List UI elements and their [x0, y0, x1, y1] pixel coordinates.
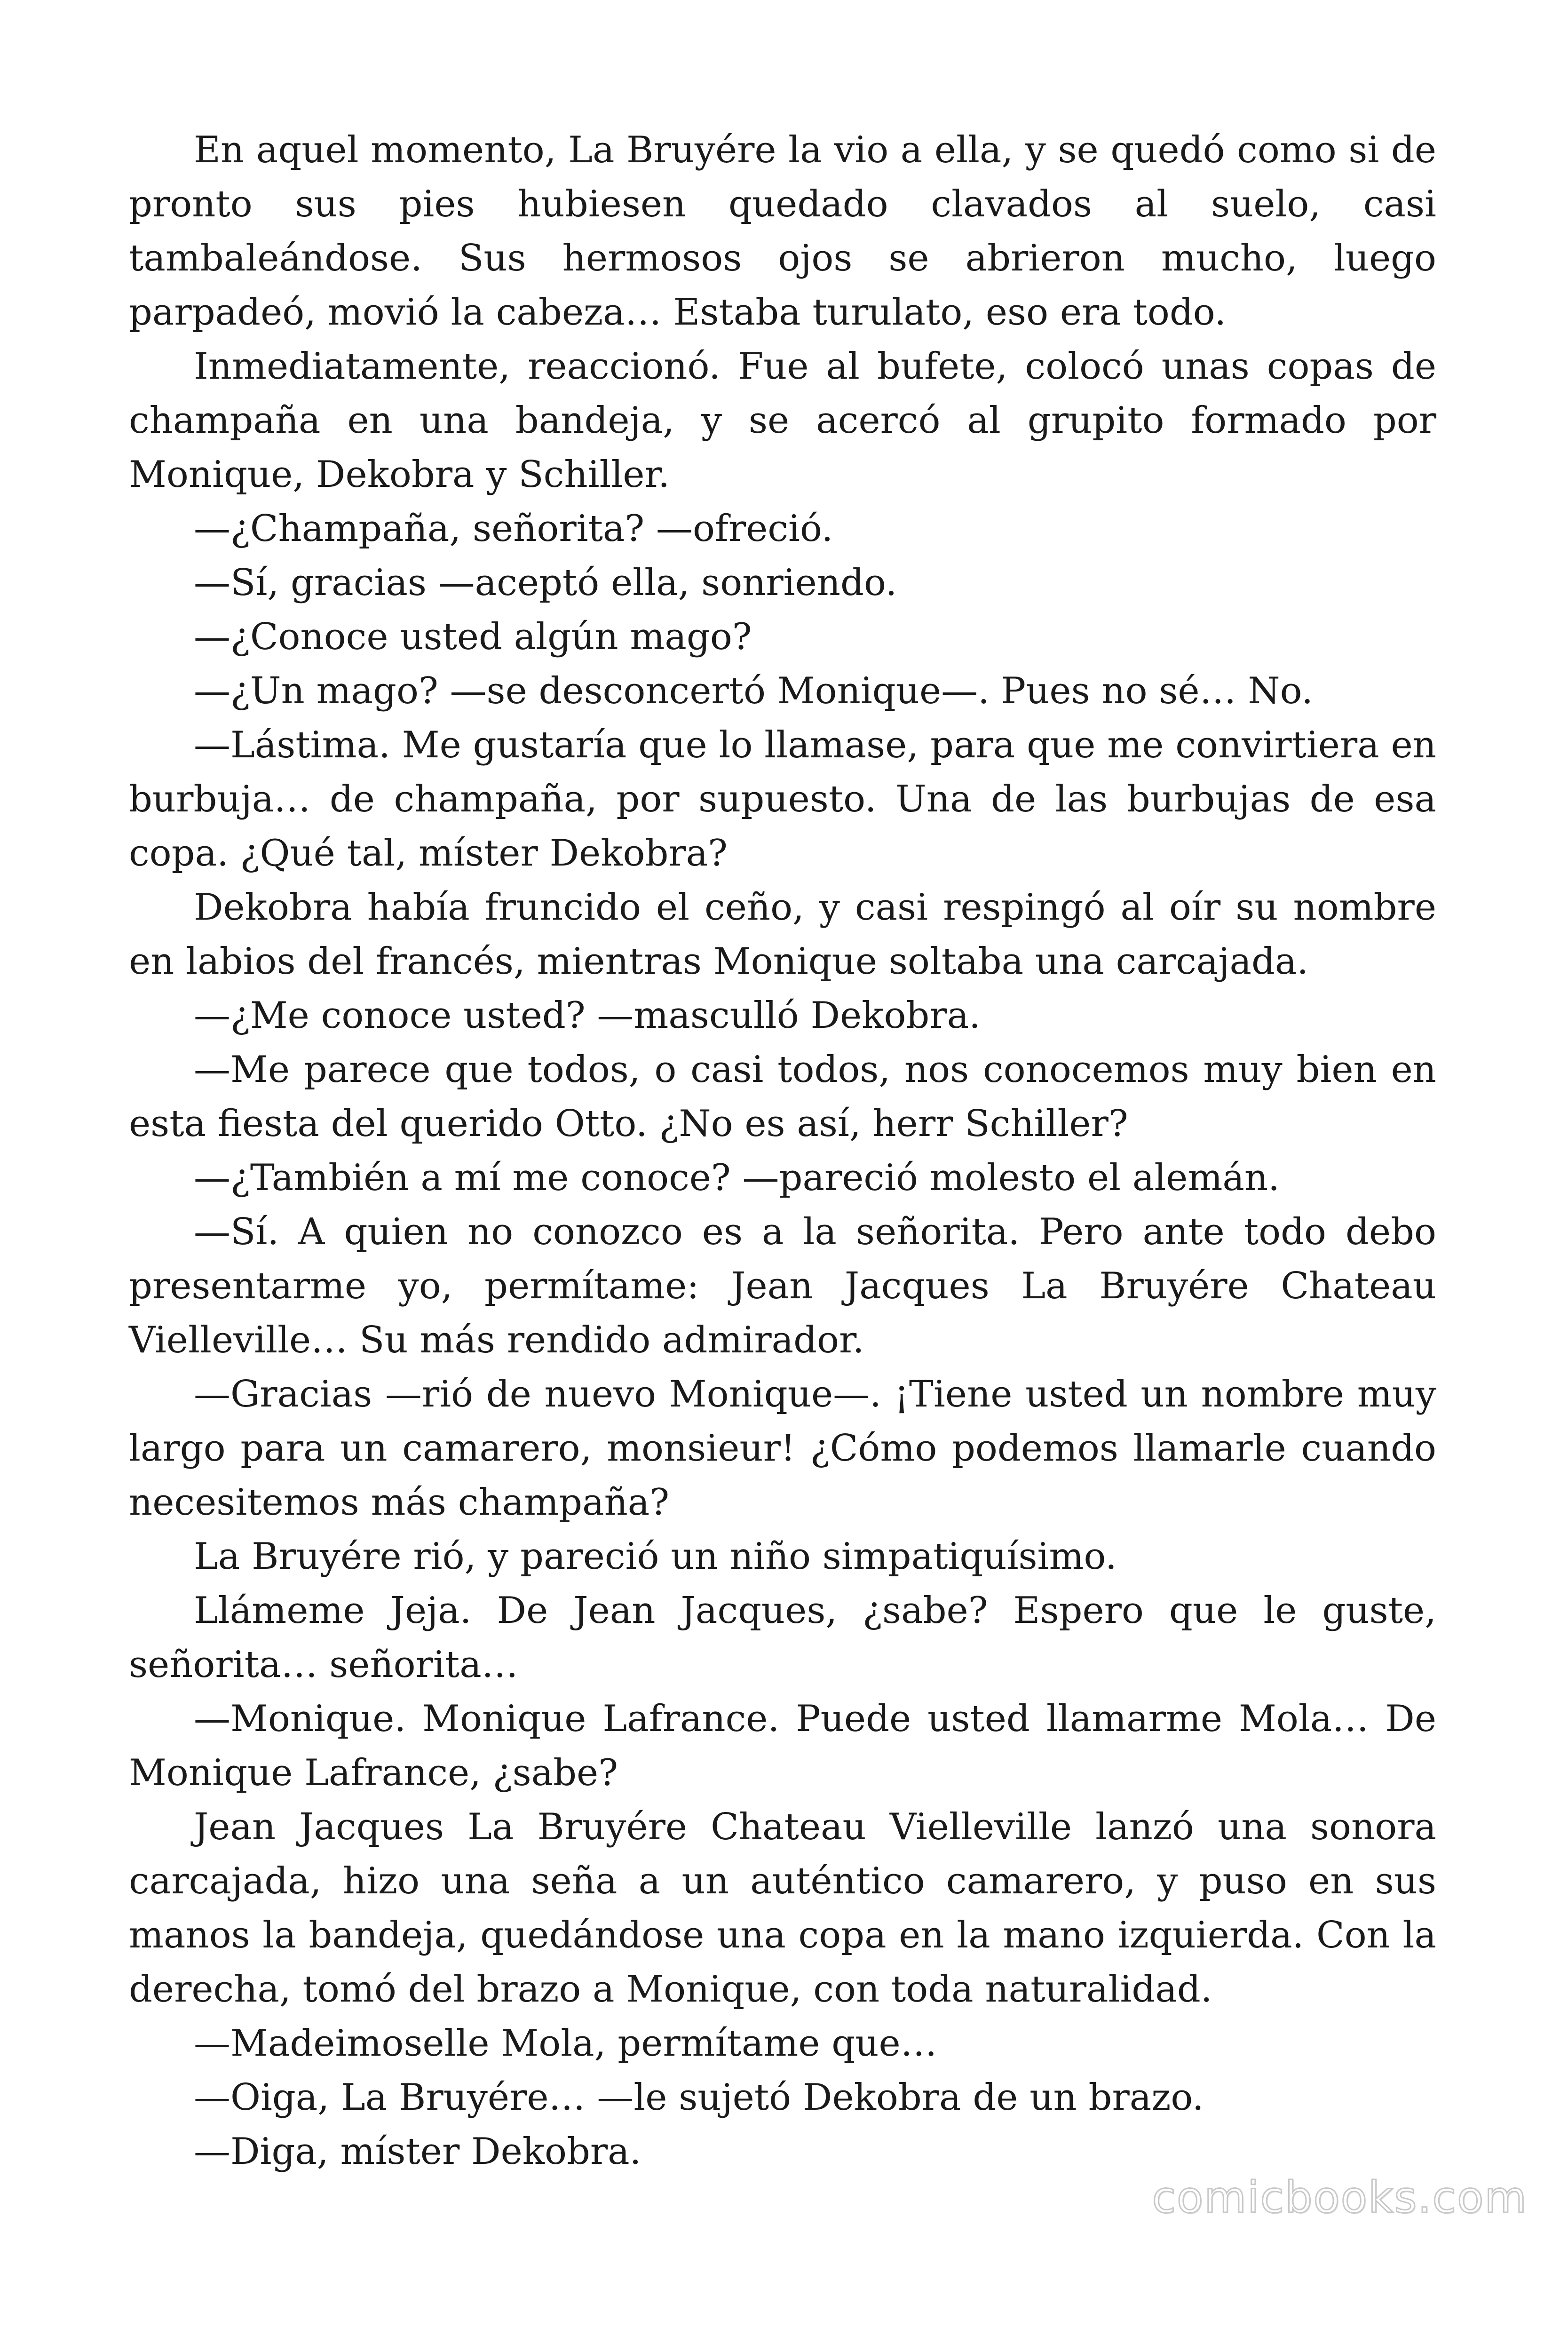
- paragraph-6: —¿Un mago? —se desconcertó Monique—. Pues no sé… No.: [194, 670, 1313, 712]
- paragraph-9: —¿Me conoce usted? —mascullό Dekobra.: [194, 994, 981, 1037]
- paragraph-15: Llámeme Jeja. De Jean Jacques, ¿sabe? Espero que le guste, señorita… señorita…: [129, 1589, 1436, 1686]
- paragraph-20: —Diga, míster Dekobra.: [194, 2130, 641, 2173]
- paragraph-2: Inmediatamente, reaccionó. Fue al bufete, colocó unas copas de champaña en una bandeja, y se acercó al grupito formado por Monique, Dekobra y Schiller.: [129, 345, 1436, 496]
- watermark: comicbooks.com: [1152, 2172, 1528, 2223]
- paragraph-19: —Oiga, La Bruyére… —le sujetó Dekobra de un brazo.: [194, 2076, 1204, 2119]
- paragraph-14: La Bruyére rió, y pareció un niño simpatiquísimo.: [194, 1535, 1117, 1578]
- paragraph-11: —¿También a mí me conoce? —pareció molesto el alemán.: [194, 1157, 1280, 1199]
- paragraph-1: En aquel momento, La Bruyére la vio a ella, y se quedó como si de pronto sus pies hubiesen quedado clavados al suelo, casi tambaleándose. Sus hermosos ojos se abrieron mucho, luego parpadeó, movió la cabeza… Estaba turulato, eso era todo.: [129, 129, 1436, 334]
- paragraph-10: —Me parece que todos, o casi todos, nos conocemos muy bien en esta fiesta del querido Otto. ¿No es así, herr Schiller?: [129, 1049, 1436, 1145]
- paragraph-16: —Monique. Monique Lafrance. Puede usted llamarme Mola… De Monique Lafrance, ¿sabe?: [129, 1698, 1436, 1794]
- paragraph-3: —¿Champaña, señorita? —ofreció.: [194, 508, 833, 550]
- paragraph-18: —Madeimoselle Mola, permítame que…: [194, 2022, 937, 2065]
- paragraph-17: Jean Jacques La Bruyére Chateau Vielleville lanzó una sonora carcajada, hizo una seña a un auténtico camarero, y puso en sus manos la bandeja, quedándose una copa en la mano izquierda. Con la derecha, tomó del brazo a Monique, con toda naturalidad.: [129, 1806, 1436, 2010]
- paragraph-5: —¿Conoce usted algún mago?: [194, 616, 752, 658]
- paragraph-4: —Sí, gracias —aceptó ella, sonriendo.: [194, 562, 897, 604]
- body-text: [129, 123, 1436, 2179]
- paragraph-13: —Gracias —rió de nuevo Monique—. ¡Tiene usted un nombre muy largo para un camarero, monsieur! ¿Cómo podemos llamarle cuando necesitemos más champaña?: [129, 1373, 1436, 1524]
- paragraph-8: Dekobra había fruncido el ceño, y casi respingó al oír su nombre en labios del francés, mientras Monique soltaba una carcajada.: [129, 886, 1436, 983]
- paragraph-7: —Lástima. Me gustaría que lo llamase, para que me convirtiera en burbuja… de champaña, por supuesto. Una de las burbujas de esa copa. ¿Qué tal, míster Dekobra?: [129, 724, 1436, 874]
- paragraph-12: —Sí. A quien no conozco es a la señorita. Pero ante todo debo presentarme yo, permítame: Jean Jacques La Bruyére Chateau Vielleville… Su más rendido admirador.: [129, 1211, 1436, 1361]
